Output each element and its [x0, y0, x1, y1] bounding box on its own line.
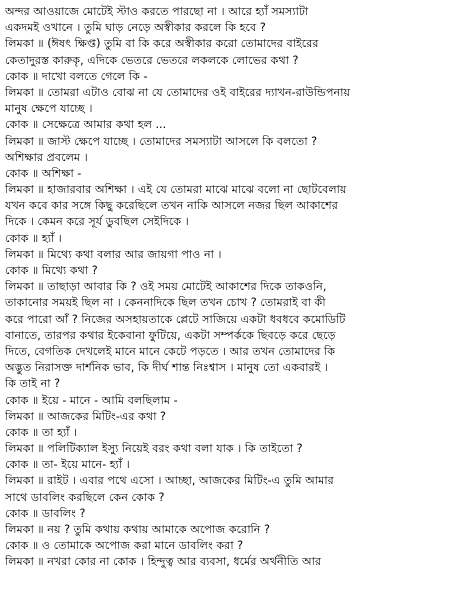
text-line: লিমকা ॥ পলিটিক্যাল ইস্যু নিয়েই বরং কথা বলা যাক । কি তাইতো ? [5, 442, 303, 456]
text-line: কেতাদুরস্ত কারুকৃ, এদিকে ভেতরে ভেতরে লকলকে লোভের কথা ? [5, 53, 299, 67]
text-line: লিমকা ॥ নয় ? তুমি কথায় কথায় আমাকে অপোজ করোনি ? [5, 523, 270, 536]
text-line: লিমকা ॥ (ঈষৎ ক্ষিপ্ত) তুমি বা কি করে অস্বীকার করো তোমাদের বাইরের [5, 37, 319, 51]
text-line: কোক ॥ তা হ্যাঁ । [5, 425, 77, 439]
text-line: লিমকা ॥ রাইট । এবার পথে এসো । আচ্ছা, আজকের মিটিং-এ তুমি আমার [5, 474, 334, 488]
text-line: লিমকা ॥ মিথ্যে কথা বলার আর জায়গা পাও না । [5, 247, 222, 261]
text-line: মানুষ ক্ষেপে যাচ্ছে । [5, 102, 93, 116]
text-line: সাথে ডাবলিং করছিলে কেন কোক ? [5, 490, 165, 504]
text-line: লিমকা ॥ আজকের মিটিং-এর কথা ? [5, 409, 166, 423]
text-line: কোক ॥ ও তোমাকে অপোজ করা মানে ডাবলিং করা ? [5, 539, 244, 553]
text-line: কোক ॥ তা- ইয়ে মানে- হ্যাঁ । [5, 458, 130, 472]
text-line: কোক ॥ মিথ্যে কথা ? [5, 264, 98, 277]
text-line: যখন কবে কার সঙ্গে কিছু করেছিলে তখন নাকি আসলে নজর ছিল আকাশের [5, 199, 338, 213]
text-line: কোক ॥ অশিক্ষা - [5, 166, 82, 180]
text-line: দিকে । কেমন করে সূর্য ডুবছিল সেইদিকে । [5, 215, 189, 229]
text-line: কোক ॥ সেক্ষেত্রে আমার কথা হল ... [5, 118, 167, 132]
text-line: লিমকা ॥ হাজারবার অশিক্ষা । এই যে তোমরা মাঝে মাঝে বলো না ছোটবেলায় [5, 183, 347, 197]
text-line: লিমকা ॥ জাস্ট ক্ষেপে যাচ্ছে । তোমাদের সমস্যাটা আসলে কি বলতো ? [5, 134, 318, 148]
text-line: কোক ॥ ডাবলিং ? [5, 506, 86, 520]
text-line: তাকানোর সময়ই ছিল না । কেননাদিকে ছিল তখন চোখ ? তোমরাই বা কী [5, 296, 326, 310]
text-line: একদমই ওখানে । তুমি ঘাড় নেড়ে অস্বীকার করলে কি হবে ? [5, 21, 266, 35]
text-line: করে পারো আঁ ? নিজের অসহায়তাকে প্লেটে সাজিয়ে একটা ধবধবে কমোডিটি [5, 312, 346, 326]
text-line: কোক ॥ ইয়ে - মানে - আমি বলছিলাম - [5, 393, 178, 407]
text-line: কি তাই না ? [5, 377, 61, 391]
text-line: কোক ॥ হ্যাঁ । [5, 231, 62, 245]
text-line: দিতে, বেগতিক দেখলেই মানে মানে কেটে পড়তে । আর তখন তোমাদের কি [5, 344, 336, 358]
text-line: বানাতে, তারপর কথার ইকেবানা ফুটিয়ে, একটা সম্পর্ককে ছিবড়ে করে ছেড়ে [5, 328, 336, 342]
text-line: লিমকা ॥ নখরা কোর না কোক । হিন্দুত্ব আর ব্যবসা, ধর্মের অর্থনীতি আর [5, 555, 322, 569]
text-line: কোক ॥ দাখো বলতে গেলে কি - [5, 69, 148, 83]
text-line: লিমকা ॥ তাছাড়া আবার কি ? ওই সময় মোটেই আকাশের দিকে তাকওনি, [5, 280, 327, 294]
text-line: অশিক্ষার প্রবলেম । [5, 150, 88, 164]
text-line: লিমকা ॥ তোমরা এটাও বোঝ না যে তোমাদের ওই বাইরের দ্যাখন-রাউন্ডিপনায় [5, 85, 351, 99]
text-line: অদ্ভুত নিরাসক্ত দার্শনিক ভাব, কি দীর্ঘ শান্ত নিঃশ্বাস । মানুষ তো একবারই । [5, 361, 329, 375]
text-line: অন্দর আওয়াজে মোটেই স্টাও করতে পারছো না । আরে হ্যাঁ সমস্যাটা [5, 5, 309, 18]
